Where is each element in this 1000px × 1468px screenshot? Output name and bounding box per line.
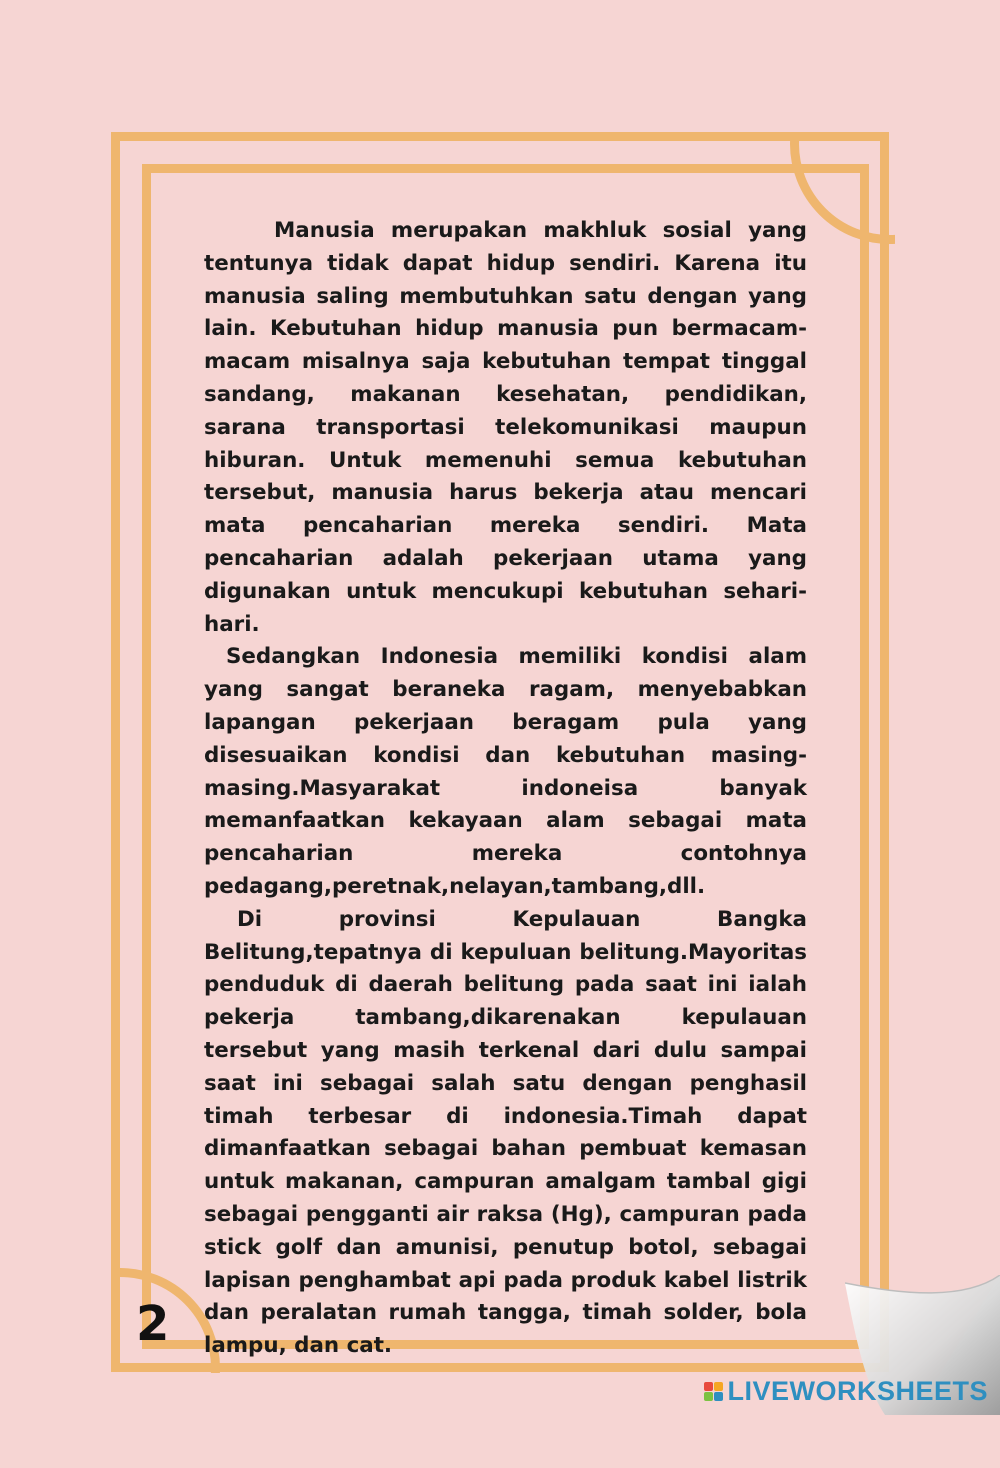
paragraph-3: Di provinsi Kepulauan Bangka Belitung,tepatnya di kepuluan belitung.Mayoritas penduduk di daerah belitung pada saat ini ialah pekerja tambang,dikarenakan kepulauan tersebut yang masih terkenal dari dulu sampai saat ini sebagai salah satu dengan penghasil timah terbesar di indonesia.Timah dapat dimanfaatkan sebagai bahan pembuat kemasan untuk makanan, campuran amalgam tambal gigi sebagai pengganti air raksa (Hg), campuran pada stick golf dan amunisi, penutup botol, sebagai lapisan penghambat api pada produk kabel listrik dan peralatan rumah tangga, timah solder, bola lampu, dan cat.: [204, 906, 807, 1359]
liveworksheets-logo-icon: [704, 1382, 723, 1401]
top-right-corner-arc: [790, 44, 990, 244]
logo-tile-i: [714, 1382, 723, 1391]
bottom-left-corner-arc: [20, 1268, 220, 1468]
page-number: 2: [136, 1296, 170, 1352]
logo-tile-e: [714, 1392, 723, 1401]
paragraph-1: Manusia merupakan makhluk sosial yang tentunya tidak dapat hidup sendiri. Karena itu manusia saling membutuhkan satu dengan yang lain. Kebutuhan hidup manusia pun bermacam-macam misalnya saja kebutuhan tempat tinggal sandang, makanan kesehatan, pendidikan, sarana transportasi telekomunikasi maupun hiburan. Untuk memenuhi semua kebutuhan tersebut, manusia harus bekerja atau mencari mata pencaharian mereka sendiri. Mata pencaharian adalah pekerjaan utama yang digunakan untuk mencukupi kebutuhan sehari-hari.: [204, 218, 807, 637]
logo-tile-v: [704, 1392, 713, 1401]
liveworksheets-brand[interactable]: [704, 1376, 988, 1407]
brand-name: LIVEWORKSHEETS: [727, 1376, 988, 1406]
paragraph-2: Sedangkan Indonesia memiliki kondisi alam yang sangat beraneka ragam, menyebabkan lapangan pekerjaan beragam pula yang disesuaikan kondisi dan kebutuhan masing-masing.Masyarakat indoneisa banyak memanfaatkan kekayaan alam sebagai mata pencaharian mereka contohnya pedagang,peretnak,nelayan,tambang,dll.: [204, 644, 807, 899]
reading-text: [204, 215, 807, 1363]
logo-tile-l: [704, 1382, 713, 1391]
